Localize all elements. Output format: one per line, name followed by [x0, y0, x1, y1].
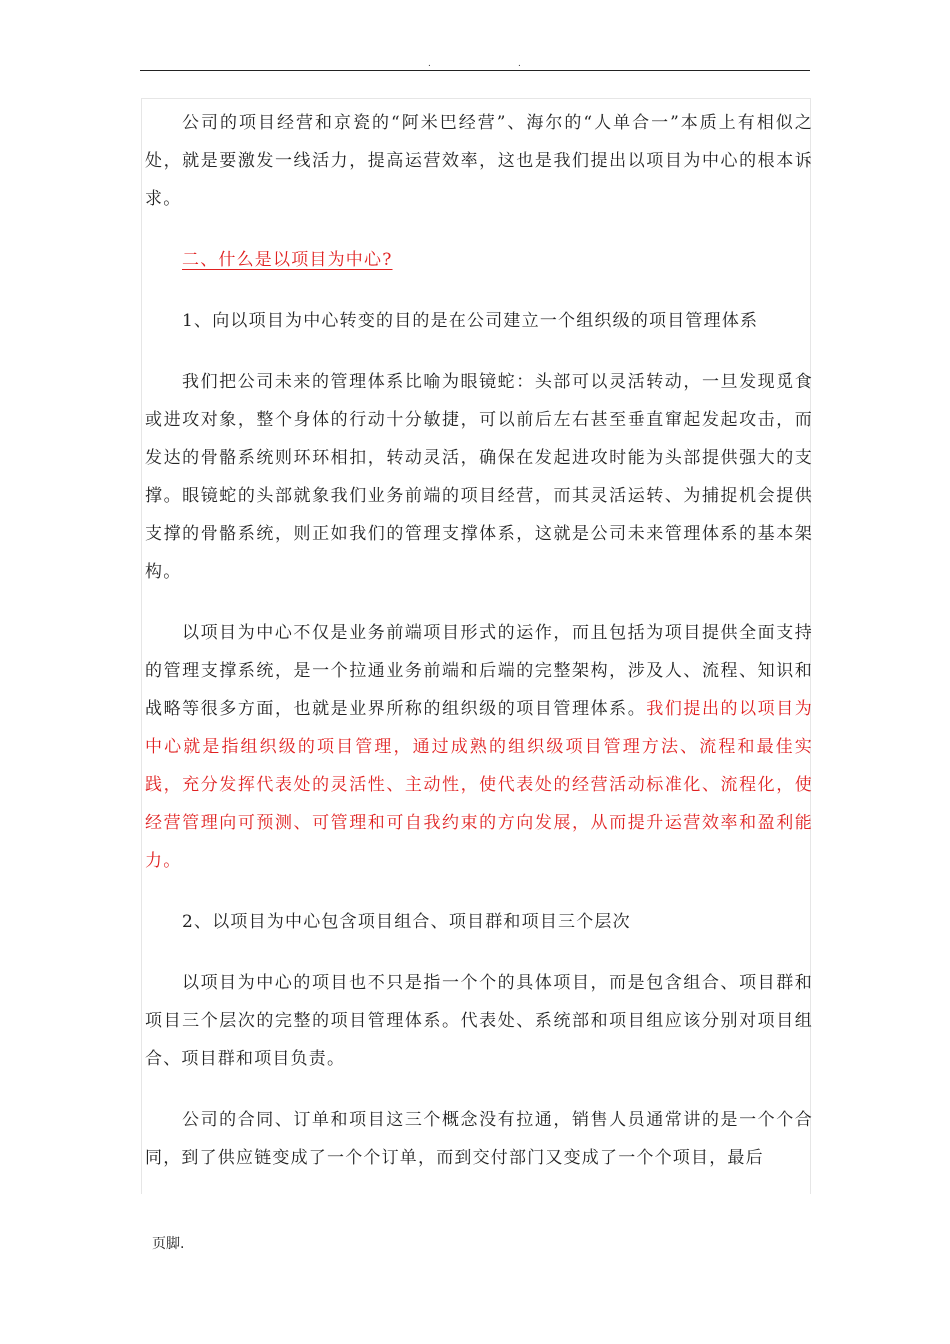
document-body	[145, 104, 813, 1177]
header-dot: .	[428, 58, 431, 69]
paragraph-contracts: 公司的合同、订单和项目这三个概念没有拉通，销售人员通常讲的是一个个合同，到了供应链变成了一个个订单，而到交付部门又变成了一个个项目，最后	[145, 1110, 813, 1168]
subheading-2: 2、以项目为中心包含项目组合、项目群和项目三个层次	[182, 912, 631, 932]
header-dot: .	[518, 58, 521, 69]
header-divider	[140, 70, 810, 71]
page-footer: 页脚.	[152, 1236, 185, 1252]
section-heading	[145, 241, 813, 279]
subheading-1: 1、向以项目为中心转变的目的是在公司建立一个组织级的项目管理体系	[182, 311, 759, 331]
paragraph-project-centric	[145, 614, 813, 880]
section-heading-text: 二、什么是以项目为中心?	[182, 250, 393, 270]
paragraph-cobra: 我们把公司未来的管理体系比喻为眼镜蛇：头部可以灵活转动，一旦发现觅食或进攻对象，整个身体的行动十分敏捷，可以前后左右甚至垂直窜起发起攻击，而发达的骨骼系统则环环相扣，转动灵活，确保在发起进攻时能为头部提供强大的支撑。眼镜蛇的头部就象我们业务前端的项目经营，而其灵活运转、为捕捉机会提供支撑的骨骼系统，则正如我们的管理支撑体系，这就是公司未来管理体系的基本架构。	[145, 372, 813, 582]
paragraph-levels: 以项目为中心的项目也不只是指一个个的具体项目，而是包含组合、项目群和项目三个层次的完整的项目管理体系。代表处、系统部和项目组应该分别对项目组合、项目群和项目负责。	[145, 973, 813, 1069]
paragraph-text: 以项目为中心不仅是业务前端项目形式的运作，而且包括为项目提供全面支持的管理支撑系统，是一个拉通业务前端和后端的完整架构，涉及人、流程、知识和战略等很多方面，也就是业界所称的组织级的项目管理体系。	[145, 623, 813, 719]
paragraph-intro: 公司的项目经营和京瓷的“阿米巴经营”、海尔的“人单合一”本质上有相似之处，就是要激发一线活力，提高运营效率，这也是我们提出以项目为中心的根本诉求。	[145, 113, 813, 209]
page-header	[140, 58, 810, 70]
highlighted-text: 我们提出的以项目为中心就是指组织级的项目管理，通过成熟的组织级项目管理方法、流程和最佳实践，充分发挥代表处的灵活性、主动性，使代表处的经营活动标准化、流程化，使经营管理向可预测、可管理和可自我约束的方向发展，从而提升运营效率和盈利能力。	[145, 699, 813, 871]
